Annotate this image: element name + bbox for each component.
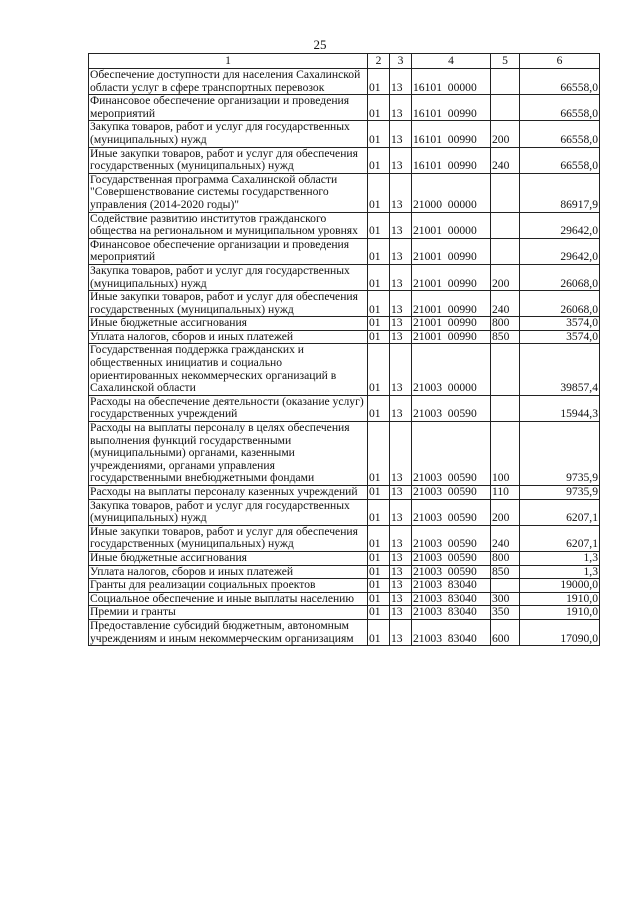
table-row	[89, 95, 600, 121]
expense-type-cell	[491, 344, 520, 395]
column-header: 5	[491, 54, 520, 69]
target-article-cell: 21001 00000	[412, 212, 491, 238]
subsection-code-cell: 13	[390, 579, 412, 593]
row-name-cell: Закупка товаров, работ и услуг для государственных (муниципальных) нужд	[89, 121, 368, 147]
row-name-cell: Содействие развитию институтов гражданского общества на региональном и муниципальном уровнях	[89, 212, 368, 238]
table-row	[89, 606, 600, 620]
target-article-cell: 16101 00990	[412, 95, 491, 121]
row-name-cell: Расходы на обеспечение деятельности (оказание услуг) государственных учреждений	[89, 395, 368, 421]
row-name-cell: Финансовое обеспечение организации и проведения мероприятий	[89, 95, 368, 121]
section-code-cell: 01	[368, 499, 390, 525]
target-article-cell: 21003 83040	[412, 606, 491, 620]
subsection-code-cell: 13	[390, 619, 412, 645]
amount-cell: 29642,0	[520, 212, 600, 238]
row-name-cell: Иные бюджетные ассигнования	[89, 317, 368, 331]
expense-type-cell: 350	[491, 606, 520, 620]
section-code-cell: 01	[368, 592, 390, 606]
row-name-cell: Социальное обеспечение и иные выплаты населению	[89, 592, 368, 606]
target-article-cell: 21003 00590	[412, 551, 491, 565]
amount-cell: 26068,0	[520, 264, 600, 290]
section-code-cell: 01	[368, 525, 390, 551]
budget-table	[88, 53, 600, 646]
target-article-cell: 21001 00990	[412, 291, 491, 317]
row-name-cell: Закупка товаров, работ и услуг для государственных (муниципальных) нужд	[89, 264, 368, 290]
row-name-cell: Расходы на выплаты персоналу в целях обеспечения выполнения функций государственными (муниципальными) органами, казенными учреждениями, органами управления государственными внебюджетными фондами	[89, 422, 368, 486]
expense-type-cell: 600	[491, 619, 520, 645]
subsection-code-cell: 13	[390, 264, 412, 290]
table-row	[89, 486, 600, 500]
target-article-cell: 21003 00000	[412, 344, 491, 395]
target-article-cell: 21001 00990	[412, 238, 491, 264]
subsection-code-cell: 13	[390, 344, 412, 395]
target-article-cell: 21003 00590	[412, 486, 491, 500]
expense-type-cell: 100	[491, 422, 520, 486]
amount-cell: 66558,0	[520, 69, 600, 95]
section-code-cell: 01	[368, 238, 390, 264]
expense-type-cell: 850	[491, 330, 520, 344]
target-article-cell: 21003 00590	[412, 525, 491, 551]
amount-cell: 1910,0	[520, 606, 600, 620]
row-name-cell: Премии и гранты	[89, 606, 368, 620]
table-row	[89, 212, 600, 238]
amount-cell: 66558,0	[520, 121, 600, 147]
table-row	[89, 592, 600, 606]
amount-cell: 1,3	[520, 551, 600, 565]
column-header: 6	[520, 54, 600, 69]
target-article-cell: 21003 83040	[412, 579, 491, 593]
subsection-code-cell: 13	[390, 486, 412, 500]
subsection-code-cell: 13	[390, 147, 412, 173]
subsection-code-cell: 13	[390, 330, 412, 344]
header-row	[89, 54, 600, 69]
amount-cell: 19000,0	[520, 579, 600, 593]
subsection-code-cell: 13	[390, 69, 412, 95]
section-code-cell: 01	[368, 264, 390, 290]
row-name-cell: Иные закупки товаров, работ и услуг для обеспечения государственных (муниципальных) нужд	[89, 147, 368, 173]
expense-type-cell: 240	[491, 525, 520, 551]
amount-cell: 39857,4	[520, 344, 600, 395]
target-article-cell: 21003 00590	[412, 499, 491, 525]
section-code-cell: 01	[368, 344, 390, 395]
subsection-code-cell: 13	[390, 173, 412, 212]
row-name-cell: Иные бюджетные ассигнования	[89, 551, 368, 565]
amount-cell: 86917,9	[520, 173, 600, 212]
amount-cell: 15944,3	[520, 395, 600, 421]
expense-type-cell: 110	[491, 486, 520, 500]
row-name-cell: Государственная поддержка гражданских и общественных инициатив и социально ориентированных некоммерческих организаций в Сахалинской области	[89, 344, 368, 395]
amount-cell: 6207,1	[520, 525, 600, 551]
expense-type-cell: 200	[491, 264, 520, 290]
section-code-cell: 01	[368, 579, 390, 593]
expense-type-cell	[491, 212, 520, 238]
table-row	[89, 565, 600, 579]
row-name-cell: Закупка товаров, работ и услуг для государственных (муниципальных) нужд	[89, 499, 368, 525]
target-article-cell: 16101 00000	[412, 69, 491, 95]
section-code-cell: 01	[368, 551, 390, 565]
table-row	[89, 619, 600, 645]
column-header: 2	[368, 54, 390, 69]
expense-type-cell	[491, 173, 520, 212]
target-article-cell: 16101 00990	[412, 147, 491, 173]
table-row	[89, 395, 600, 421]
table-row	[89, 69, 600, 95]
target-article-cell: 21003 00590	[412, 395, 491, 421]
section-code-cell: 01	[368, 606, 390, 620]
amount-cell: 66558,0	[520, 95, 600, 121]
section-code-cell: 01	[368, 565, 390, 579]
subsection-code-cell: 13	[390, 592, 412, 606]
target-article-cell: 21001 00990	[412, 317, 491, 331]
section-code-cell: 01	[368, 147, 390, 173]
subsection-code-cell: 13	[390, 121, 412, 147]
section-code-cell: 01	[368, 486, 390, 500]
row-name-cell: Расходы на выплаты персоналу казенных учреждений	[89, 486, 368, 500]
table-row	[89, 579, 600, 593]
subsection-code-cell: 13	[390, 422, 412, 486]
table-row	[89, 173, 600, 212]
table-row	[89, 499, 600, 525]
table-row	[89, 147, 600, 173]
expense-type-cell: 800	[491, 551, 520, 565]
subsection-code-cell: 13	[390, 551, 412, 565]
amount-cell: 3574,0	[520, 317, 600, 331]
target-article-cell: 21003 00590	[412, 422, 491, 486]
table-row	[89, 525, 600, 551]
amount-cell: 17090,0	[520, 619, 600, 645]
column-header: 1	[89, 54, 368, 69]
row-name-cell: Иные закупки товаров, работ и услуг для обеспечения государственных (муниципальных) нужд	[89, 525, 368, 551]
target-article-cell: 16101 00990	[412, 121, 491, 147]
expense-type-cell	[491, 395, 520, 421]
subsection-code-cell: 13	[390, 212, 412, 238]
table-row	[89, 551, 600, 565]
amount-cell: 9735,9	[520, 486, 600, 500]
page-number: 25	[313, 37, 327, 52]
table-row	[89, 291, 600, 317]
target-article-cell: 21001 00990	[412, 330, 491, 344]
table-row	[89, 422, 600, 486]
section-code-cell: 01	[368, 95, 390, 121]
row-name-cell: Предоставление субсидий бюджетным, автономным учреждениям и иным некоммерческим организациям	[89, 619, 368, 645]
subsection-code-cell: 13	[390, 317, 412, 331]
amount-cell: 1910,0	[520, 592, 600, 606]
table-row	[89, 344, 600, 395]
amount-cell: 66558,0	[520, 147, 600, 173]
subsection-code-cell: 13	[390, 395, 412, 421]
expense-type-cell: 850	[491, 565, 520, 579]
amount-cell: 29642,0	[520, 238, 600, 264]
target-article-cell: 21001 00990	[412, 264, 491, 290]
subsection-code-cell: 13	[390, 606, 412, 620]
column-header: 3	[390, 54, 412, 69]
amount-cell: 1,3	[520, 565, 600, 579]
row-name-cell: Иные закупки товаров, работ и услуг для обеспечения государственных (муниципальных) нужд	[89, 291, 368, 317]
section-code-cell: 01	[368, 330, 390, 344]
subsection-code-cell: 13	[390, 95, 412, 121]
expense-type-cell: 240	[491, 147, 520, 173]
expense-type-cell: 800	[491, 317, 520, 331]
expense-type-cell	[491, 95, 520, 121]
section-code-cell: 01	[368, 212, 390, 238]
table-row	[89, 330, 600, 344]
subsection-code-cell: 13	[390, 238, 412, 264]
section-code-cell: 01	[368, 619, 390, 645]
subsection-code-cell: 13	[390, 291, 412, 317]
expense-type-cell	[491, 238, 520, 264]
expense-type-cell: 240	[491, 291, 520, 317]
target-article-cell: 21003 00590	[412, 565, 491, 579]
table-row	[89, 317, 600, 331]
table-row	[89, 238, 600, 264]
section-code-cell: 01	[368, 395, 390, 421]
subsection-code-cell: 13	[390, 499, 412, 525]
section-code-cell: 01	[368, 121, 390, 147]
table-row	[89, 121, 600, 147]
expense-type-cell: 300	[491, 592, 520, 606]
row-name-cell: Гранты для реализации социальных проектов	[89, 579, 368, 593]
expense-type-cell	[491, 69, 520, 95]
target-article-cell: 21000 00000	[412, 173, 491, 212]
target-article-cell: 21003 83040	[412, 592, 491, 606]
target-article-cell: 21003 83040	[412, 619, 491, 645]
row-name-cell: Уплата налогов, сборов и иных платежей	[89, 330, 368, 344]
section-code-cell: 01	[368, 69, 390, 95]
row-name-cell: Обеспечение доступности для населения Сахалинской области услуг в сфере транспортных перевозок	[89, 69, 368, 95]
section-code-cell: 01	[368, 173, 390, 212]
amount-cell: 9735,9	[520, 422, 600, 486]
section-code-cell: 01	[368, 422, 390, 486]
table-row	[89, 264, 600, 290]
section-code-cell: 01	[368, 317, 390, 331]
subsection-code-cell: 13	[390, 525, 412, 551]
amount-cell: 26068,0	[520, 291, 600, 317]
expense-type-cell	[491, 579, 520, 593]
column-header: 4	[412, 54, 491, 69]
amount-cell: 6207,1	[520, 499, 600, 525]
row-name-cell: Финансовое обеспечение организации и проведения мероприятий	[89, 238, 368, 264]
row-name-cell: Уплата налогов, сборов и иных платежей	[89, 565, 368, 579]
expense-type-cell: 200	[491, 499, 520, 525]
section-code-cell: 01	[368, 291, 390, 317]
row-name-cell: Государственная программа Сахалинской области "Совершенствование системы государственного управления (2014-2020 годы)"	[89, 173, 368, 212]
subsection-code-cell: 13	[390, 565, 412, 579]
expense-type-cell: 200	[491, 121, 520, 147]
amount-cell: 3574,0	[520, 330, 600, 344]
